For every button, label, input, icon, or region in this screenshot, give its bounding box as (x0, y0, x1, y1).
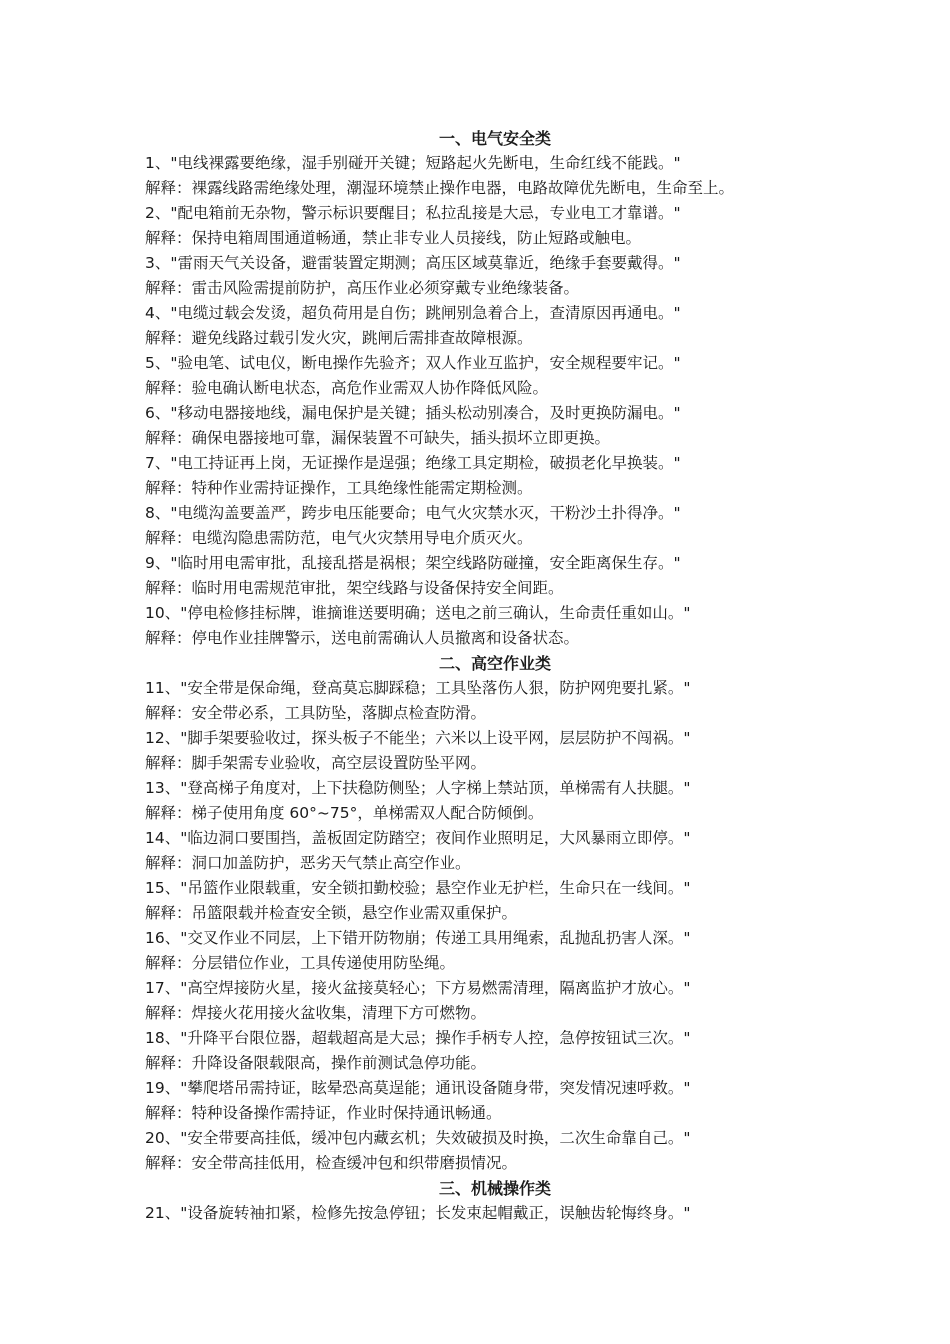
section-heading: 三、机械操作类 (438, 1179, 551, 1198)
explanation-line: 解释：电缆沟隐患需防范，电气火灾禁用导电介质灭火。 (145, 529, 533, 547)
rule-line: 7、"电工持证再上岗，无证操作是逞强；绝缘工具定期检，破损老化早换装。" (145, 454, 681, 472)
explanation-line: 解释：特种设备操作需持证，作业时保持通讯畅通。 (145, 1104, 502, 1122)
rule-line: 3、"雷雨天气关设备，避雷装置定期测；高压区域莫靠近，绝缘手套要戴得。" (145, 254, 681, 272)
rule-line: 2、"配电箱前无杂物，警示标识要醒目；私拉乱接是大忌，专业电工才靠谱。" (145, 204, 681, 222)
explanation-line: 解释：特种作业需持证操作，工具绝缘性能需定期检测。 (145, 479, 533, 497)
explanation-line: 解释：脚手架需专业验收，高空层设置防坠平网。 (145, 754, 487, 772)
rule-line: 18、"升降平台限位器，超载超高是大忌；操作手柄专人控，急停按钮试三次。" (145, 1029, 691, 1047)
explanation-line: 解释：裸露线路需绝缘处理，潮湿环境禁止操作电器，电路故障优先断电，生命至上。 (145, 179, 735, 197)
rule-line: 4、"电缆过载会发烫，超负荷用是自伤；跳闸别急着合上，查清原因再通电。" (145, 304, 681, 322)
rule-line: 17、"高空焊接防火星，接火盆接莫轻心；下方易燃需清理，隔离监护才放心。" (145, 979, 691, 997)
rule-line: 11、"安全带是保命绳，登高莫忘脚踩稳；工具坠落伤人狠，防护网兜要扎紧。" (145, 679, 691, 697)
explanation-line: 解释：焊接火花用接火盆收集，清理下方可燃物。 (145, 1004, 487, 1022)
rule-line: 20、"安全带要高挂低，缓冲包内藏玄机；失效破损及时换，二次生命靠自己。" (145, 1129, 691, 1147)
explanation-line: 解释：确保电器接地可靠，漏保装置不可缺失，插头损坏立即更换。 (145, 429, 611, 447)
section-heading: 一、电气安全类 (438, 129, 551, 148)
rule-line: 8、"电缆沟盖要盖严，跨步电压能要命；电气火灾禁水灭，干粉沙土扑得净。" (145, 504, 681, 522)
explanation-line: 解释：临时用电需规范审批，架空线路与设备保持安全间距。 (145, 579, 564, 597)
rule-line: 19、"攀爬塔吊需持证，眩晕恐高莫逞能；通讯设备随身带，突发情况速呼救。" (145, 1079, 691, 1097)
explanation-line: 解释：停电作业挂牌警示，送电前需确认人员撤离和设备状态。 (145, 629, 580, 647)
explanation-line: 解释：安全带必系，工具防坠，落脚点检查防滑。 (145, 704, 487, 722)
rule-line: 1、"电线裸露要绝缘，湿手别碰开关键；短路起火先断电，生命红线不能践。" (145, 154, 681, 172)
explanation-line: 解释：保持电箱周围通道畅通，禁止非专业人员接线，防止短路或触电。 (145, 229, 642, 247)
rule-line: 5、"验电笔、试电仪，断电操作先验齐；双人作业互监护，安全规程要牢记。" (145, 354, 681, 372)
explanation-line: 解释：避免线路过载引发火灾，跳闸后需排查故障根源。 (145, 329, 533, 347)
rule-line: 6、"移动电器接地线，漏电保护是关键；插头松动别凑合，及时更换防漏电。" (145, 404, 681, 422)
rule-line: 21、"设备旋转袖扣紧，检修先按急停钮；长发束起帽戴正，误触齿轮悔终身。" (145, 1204, 691, 1222)
section-heading: 二、高空作业类 (438, 654, 551, 673)
explanation-line: 解释：安全带高挂低用，检查缓冲包和织带磨损情况。 (145, 1154, 518, 1172)
rule-line: 16、"交叉作业不同层，上下错开防物崩；传递工具用绳索，乱抛乱扔害人深。" (145, 929, 691, 947)
rule-line: 10、"停电检修挂标牌，谁摘谁送要明确；送电之前三确认，生命责任重如山。" (145, 604, 691, 622)
explanation-line: 解释：升降设备限载限高，操作前测试急停功能。 (145, 1054, 487, 1072)
rule-line: 15、"吊篮作业限载重，安全锁扣勤校验；悬空作业无护栏，生命只在一线间。" (145, 879, 691, 897)
explanation-line: 解释：雷击风险需提前防护，高压作业必须穿戴专业绝缘装备。 (145, 279, 580, 297)
rule-line: 12、"脚手架要验收过，探头板子不能坐；六米以上设平网，层层防护不闯祸。" (145, 729, 691, 747)
rule-line: 9、"临时用电需审批，乱接乱搭是祸根；架空线路防碰撞，安全距离保生存。" (145, 554, 681, 572)
explanation-line: 解释：吊篮限载并检查安全锁，悬空作业需双重保护。 (145, 904, 518, 922)
explanation-line: 解释：验电确认断电状态，高危作业需双人协作降低风险。 (145, 379, 549, 397)
rule-line: 13、"登高梯子角度对，上下扶稳防侧坠；人字梯上禁站顶，单梯需有人扶腿。" (145, 779, 691, 797)
explanation-line: 解释：洞口加盖防护，恶劣天气禁止高空作业。 (145, 854, 471, 872)
explanation-line: 解释：梯子使用角度 60°~75°，单梯需双人配合防倾倒。 (145, 804, 544, 822)
explanation-line: 解释：分层错位作业，工具传递使用防坠绳。 (145, 954, 456, 972)
rule-line: 14、"临边洞口要围挡，盖板固定防踏空；夜间作业照明足，大风暴雨立即停。" (145, 829, 691, 847)
document-body (145, 126, 845, 1226)
